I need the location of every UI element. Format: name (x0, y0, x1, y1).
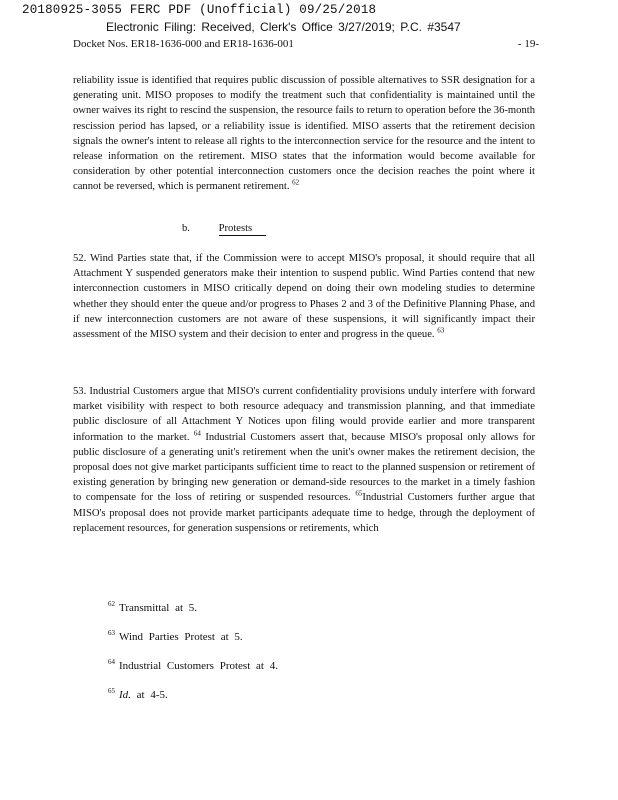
footnote-ref: 63 (437, 326, 445, 335)
footnote (108, 631, 278, 660)
paragraph-52 (73, 251, 535, 342)
footnote-text: Wind Parties Protest at 5. (119, 631, 243, 643)
footnote-italic: Id. (119, 689, 131, 701)
section-title: Protests (219, 223, 267, 236)
paragraph-continued (73, 73, 535, 195)
paragraph-text: 52. Wind Parties state that, if the Commission were to accept MISO's proposal, it should require that all Attachment Y suspended generators make their intention to suspend public. Wind Parties contend that new interconnection customers in MISO critically depend on doing their own modeling studies to determine whether they should enter the queue and/or progress to Phases 2 and 3 of the Definitive Planning Phase, and if new interconnection customers are not aware of these suspensions, it will significantly impact their assessment of the MISO system and their decision to enter and progress in the queue. (73, 253, 535, 341)
footnote-number: 64 (108, 658, 115, 667)
paragraph-text: 53. Industrial Customers argue that MISO's current confidentiality provisions unduly interfere with forward market visibility with respect to both resource adequacy and transmission planning, and that immediate public disclosure of all Attachment Y Notices upon filing would provide earlier and more transparent information to the market. (73, 386, 535, 443)
footnote-text: at 4-5. (136, 689, 168, 701)
footnote-number: 62 (108, 600, 115, 609)
section-heading (182, 223, 266, 234)
filing-line: Electronic Filing: Received, Clerk's Office 3/27/2019; P.C. #3547 (106, 20, 461, 34)
ferc-stamp: 20180925-3055 FERC PDF (Unofficial) 09/25/2018 (22, 3, 377, 17)
footnote (108, 660, 278, 689)
footnotes (108, 602, 278, 718)
footnote-ref: 64 (193, 429, 201, 438)
footnote-number: 65 (108, 687, 115, 696)
footnote (108, 689, 278, 718)
paragraph-53 (73, 384, 535, 536)
section-letter: b. (182, 223, 190, 234)
page-number: - 19- (517, 38, 539, 50)
docket-label: Docket Nos. ER18-1636-000 and ER18-1636-001 (73, 38, 294, 50)
paragraph-text: reliability issue is identified that requires public discussion of possible alternatives to SSR designation for a generating unit. MISO proposes to modify the treatment such that confidentiality is maintained until the owner waives its right to rescind the suspension, the resource fails to return to operation before the 36-month rescission period has lapsed, or a reliability issue is identified. MISO asserts that the retirement decision signals the owner's intent to release all rights to the interconnection service for the resource and the intent to release information on the retirement. MISO states that the information would become available for consideration by other potential interconnection customers once the decision reaches the point where it cannot be reversed, which is permanent retirement. (73, 75, 535, 193)
footnote-ref: 65 (355, 489, 363, 498)
footnote-text: Industrial Customers Protest at 4. (119, 660, 278, 672)
footnote (108, 602, 278, 631)
paragraph-text: Industrial Customers assert that, because MISO's proposal only allows for public disclosure of a generating unit's retirement when the unit's owner makes the retirement decision, the proposal does not give market participants sufficient time to react to the planned suspension or retirement of existing generation by bringing new generation or demand-side resources to the market in a timely fashion to compensate for the loss of retiring or suspended resources. (73, 431, 535, 504)
docket-header (73, 38, 539, 50)
footnote-text: Transmittal at 5. (119, 602, 198, 614)
footnote-number: 63 (108, 629, 115, 638)
footnote-ref: 62 (292, 178, 300, 187)
paragraph-text: Industrial Customers further argue that MISO's proposal does not provide market participants adequate time to hedge, through the deployment of replacement resources, for generation suspensions or retirements, which (73, 492, 535, 534)
